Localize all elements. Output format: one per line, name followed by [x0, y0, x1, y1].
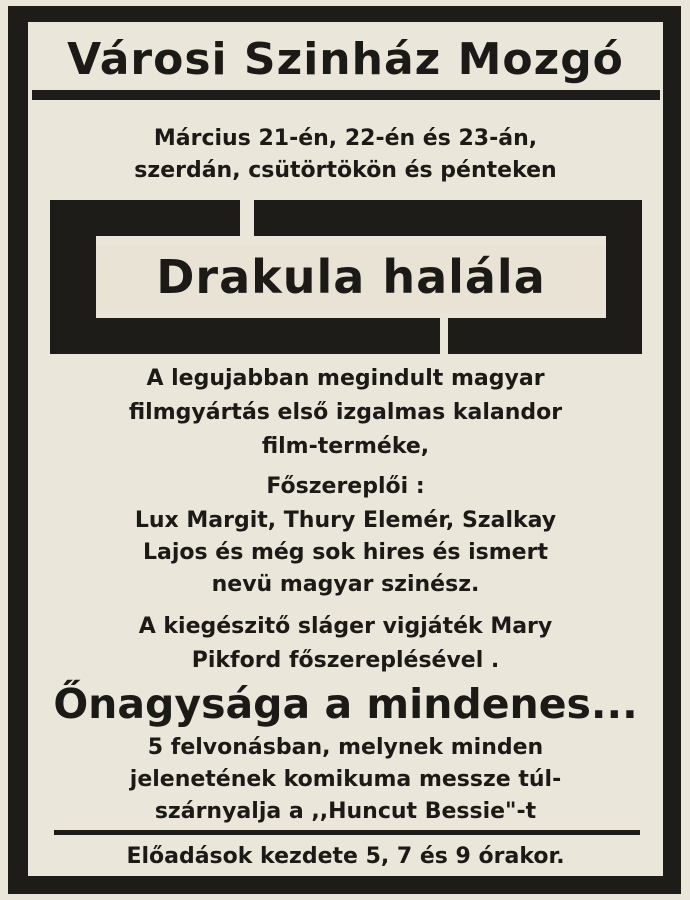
frame-bottom-border [8, 876, 681, 894]
cast-line-3: nevü magyar szinész. [211, 572, 480, 597]
frame-right-border [663, 8, 681, 892]
cast-line-2: Lajos és még sok hires és ismert [143, 540, 548, 565]
description-line-1: A legujabban megindult magyar [146, 366, 545, 391]
dates-line-1: Március 21-én, 22-én és 23-án, [153, 126, 538, 151]
title-bar-top-right [254, 200, 642, 236]
second-desc-line-3: szárnyalja a ,,Huncut Bessie"-t [154, 799, 537, 824]
description-line-3: film-terméke, [261, 434, 430, 459]
title-bar-right [606, 236, 642, 322]
cast-heading: Főszereplői : [266, 474, 425, 499]
supplement-line-2: Pikford főszereplésével . [191, 648, 500, 673]
frame-left-border [8, 10, 28, 890]
second-desc-line-2: jelenetének komikuma messze túl- [129, 767, 562, 792]
theater-name: Városi Szinház Mozgó [67, 34, 624, 85]
footer-rule [54, 830, 640, 835]
second-desc-line-1: 5 felvonásban, melynek minden [147, 735, 544, 760]
supplement-line-1: A kiegészitő sláger vigjáték Mary [138, 614, 553, 639]
cast-line-1: Lux Margit, Thury Elemér, Szalkay [134, 508, 557, 533]
title-bar-bottom-right [448, 318, 642, 354]
description-line-2: filmgyártás első izgalmas kalandor [128, 400, 563, 425]
title-bar-bottom-left [50, 318, 440, 354]
showtimes: Előadások kezdete 5, 7 és 9 órakor. [126, 844, 565, 869]
frame-top-border [8, 6, 681, 22]
header-rule [32, 90, 660, 100]
title-bar-top-left [50, 200, 240, 236]
dates-line-2: szerdán, csütörtökön és pénteken [134, 158, 557, 183]
title-bar-left [50, 236, 96, 322]
second-title: Őnagysága a mindenes... [53, 680, 638, 728]
movie-title: Drakula halála [156, 250, 546, 304]
